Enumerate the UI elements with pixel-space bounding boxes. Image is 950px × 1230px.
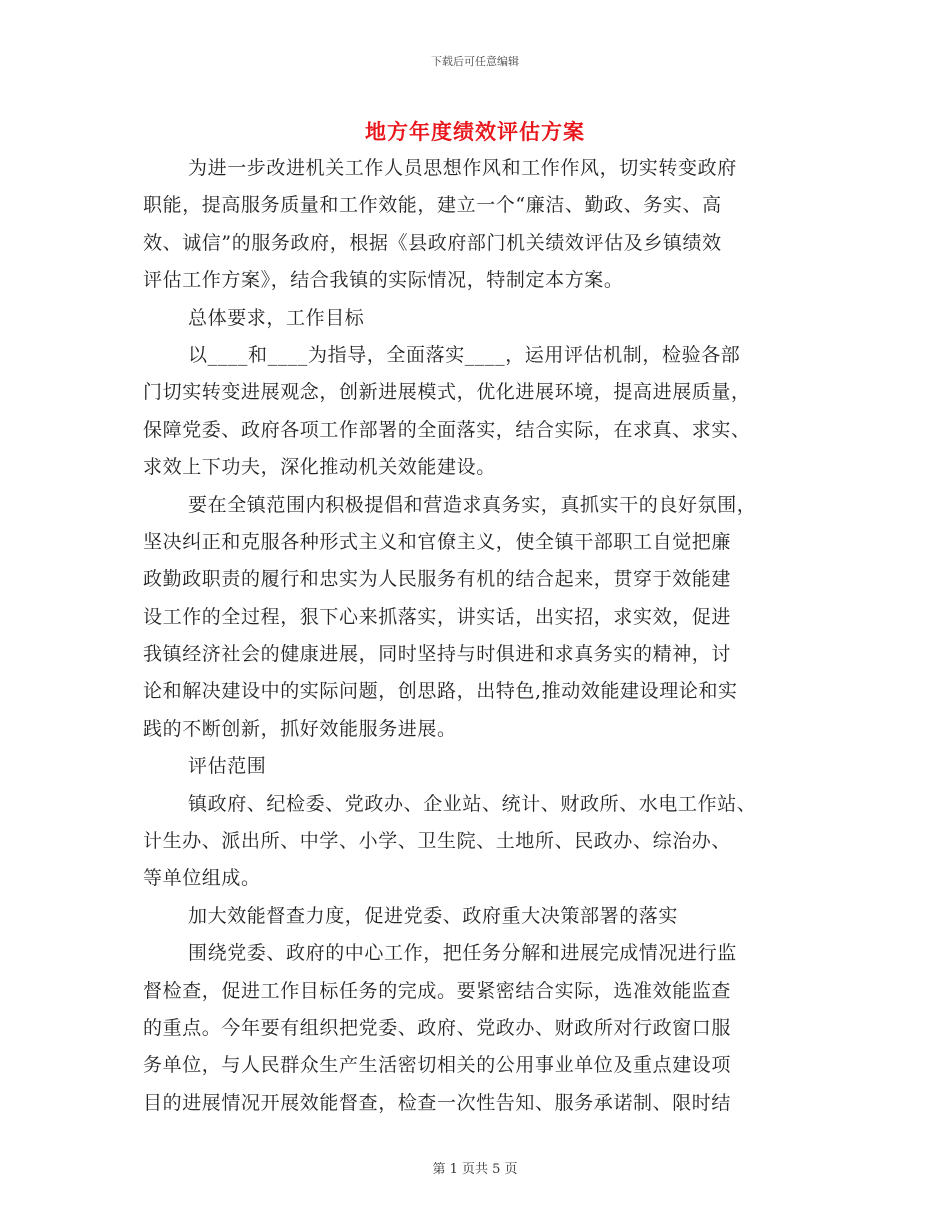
paragraph-line: 求效上下功夫，深化推动机关效能建设。 xyxy=(143,456,496,479)
section-heading: 评估范围 xyxy=(188,755,267,778)
document-body xyxy=(143,150,808,1122)
paragraph-line: 论和解决建设中的实际问题，创思路，出特色,推动效能建设理论和实 xyxy=(143,680,738,703)
paragraph-line: 务单位，与人民群众生产生活密切相关的公用事业单位及重点建设项 xyxy=(143,1054,732,1077)
paragraph-line: 的重点。今年要有组织把党委、政府、党政办、财政所对行政窗口服 xyxy=(143,1016,732,1039)
paragraph-line: 镇政府、纪检委、党政办、企业站、统计、财政所、水电工作站、 xyxy=(188,792,757,815)
paragraph-line: 督检查，促进工作目标任务的完成。要紧密结合实际，选准效能监查 xyxy=(143,979,732,1002)
paragraph-line: 要在全镇范围内积极提倡和营造求真务实，真抓实干的良好氛围， xyxy=(188,493,757,516)
paragraph-line: 践的不断创新，抓好效能服务进展。 xyxy=(143,717,457,740)
paragraph-line: 为进一步改进机关工作人员思想作风和工作作风，切实转变政府 xyxy=(188,157,737,179)
paragraph-line: 保障党委、政府各项工作部署的全面落实，结合实际，在求真、求实、 xyxy=(143,418,751,441)
paragraph-line: 目的进展情况开展效能督查，检查一次性告知、服务承诺制、限时结 xyxy=(143,1091,732,1114)
page-header: 下载后可任意编辑 xyxy=(431,55,519,68)
paragraph-line: 等单位组成。 xyxy=(143,867,261,890)
page-footer: 第 1 页共 5 页 xyxy=(432,1162,518,1177)
document-title: 地方年度绩效评估方案 xyxy=(365,119,585,144)
paragraph-line: 围绕党委、政府的中心工作，把任务分解和进展完成情况进行监 xyxy=(188,942,737,965)
paragraph-line: 门切实转变进展观念，创新进展模式，优化进展环境，提高进展质量， xyxy=(143,381,751,404)
paragraph-line: 坚决纠正和克服各种形式主义和官僚主义，使全镇干部职工自觉把廉 xyxy=(143,530,732,553)
section-heading: 加大效能督查力度，促进党委、政府重大决策部署的落实 xyxy=(188,904,679,927)
paragraph-line: 评估工作方案》，结合我镇的实际情况，特制定本方案。 xyxy=(143,269,624,292)
paragraph-line: 职能，提高服务质量和工作效能，建立一个“廉洁、勤政、务实、高 xyxy=(143,194,722,217)
paragraph-line: 计生办、派出所、中学、小学、卫生院、土地所、民政办、综治办、 xyxy=(143,830,732,853)
paragraph-line: 以____和____为指导，全面落实____，运用评估机制，检验各部 xyxy=(188,343,741,366)
paragraph-line: 设工作的全过程，狠下心来抓落实，讲实话，出实招，求实效，促进 xyxy=(143,605,732,628)
paragraph-line: 效、诚信”的服务政府，根据《县政府部门机关绩效评估及乡镇绩效 xyxy=(143,231,722,254)
paragraph-line: 我镇经济社会的健康进展，同时坚持与时俱进和求真务实的精神，讨 xyxy=(143,643,732,666)
section-heading: 总体要求，工作目标 xyxy=(188,306,365,329)
paragraph-line: 政勤政职责的履行和忠实为人民服务有机的结合起来，贯穿于效能建 xyxy=(143,568,732,591)
